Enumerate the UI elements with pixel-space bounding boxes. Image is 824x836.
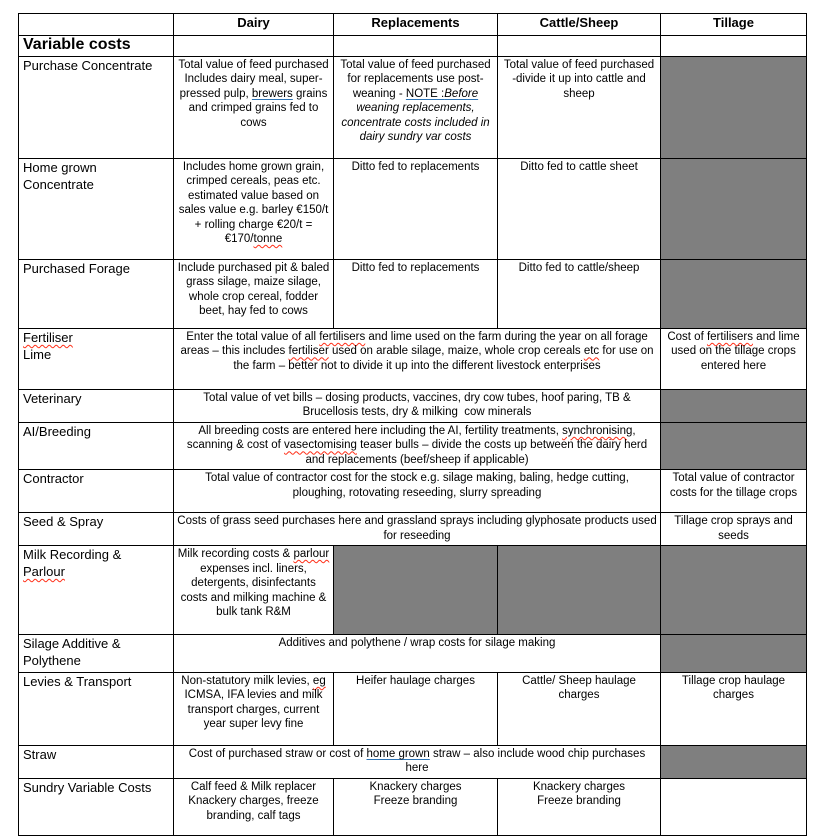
row-label-cell bbox=[19, 389, 174, 422]
text-segment: fertilisers bbox=[706, 330, 753, 343]
header-cell-replacements: Replacements bbox=[334, 14, 498, 36]
description-cell bbox=[174, 546, 334, 635]
text-segment: Total value of contractor cost for the stock e.g. silage making, baling, hedge cutting, ploughing, rotovating reseeding, slurry spreading bbox=[205, 472, 633, 499]
text-segment: Milk recording costs & bbox=[177, 548, 294, 561]
description-cell bbox=[334, 158, 498, 259]
text-segment: Total value of feed purchased -divide it up into cattle and sheep bbox=[503, 58, 658, 100]
section-title-cell bbox=[19, 36, 174, 57]
text-segment: Knackery charges bbox=[532, 780, 626, 793]
not-applicable-gray-cell bbox=[661, 56, 807, 158]
description-cell bbox=[174, 328, 661, 389]
description-cell bbox=[174, 422, 661, 469]
text-segment: Freeze branding bbox=[537, 795, 621, 808]
text-segment: Costs of grass seed purchases here and grassland sprays including glyphosate products used for reseeding bbox=[177, 515, 660, 542]
description-cell bbox=[174, 470, 661, 513]
description-cell bbox=[174, 745, 661, 778]
variable-costs-table bbox=[18, 13, 807, 836]
text-segment: Lime bbox=[23, 346, 52, 362]
description-cell bbox=[661, 672, 807, 745]
text-segment: tonne bbox=[253, 233, 283, 246]
text-segment: NOTE : bbox=[405, 87, 445, 100]
description-cell bbox=[498, 158, 661, 259]
row-label-cell bbox=[19, 470, 174, 513]
text-segment: Knackery charges, freeze branding, calf tags bbox=[188, 795, 322, 822]
row-label-cell bbox=[19, 672, 174, 745]
text-segment: parlour bbox=[293, 548, 330, 561]
table-row-section-variable-costs bbox=[19, 36, 807, 57]
text-segment: Silage Additive & bbox=[23, 636, 121, 652]
header-cell-cattle-sheep: Cattle/Sheep bbox=[498, 14, 661, 36]
text-segment: Freeze branding bbox=[373, 795, 458, 808]
text-segment: Total value of feed purchased for replacements use post-weaning - bbox=[340, 58, 494, 100]
table-row-fertiliser-lime bbox=[19, 328, 807, 389]
not-applicable-gray-cell bbox=[661, 158, 807, 259]
text-segment: eg bbox=[312, 674, 326, 687]
text-segment: , scanning & cost of bbox=[186, 424, 639, 452]
header-cell-tillage: Tillage bbox=[661, 14, 807, 36]
row-label-cell bbox=[19, 778, 174, 835]
description-cell bbox=[174, 672, 334, 745]
text-segment: Seed & Spray bbox=[23, 514, 104, 530]
text-segment: ICMSA, IFA levies and milk transport charges, current year super levy fine bbox=[184, 674, 329, 731]
description-cell bbox=[498, 778, 661, 835]
text-segment: home grown bbox=[366, 747, 430, 760]
text-segment: weaning replacements, concentrate costs included in dairy sundry var costs bbox=[341, 87, 493, 144]
text-segment: Concentrate bbox=[23, 176, 94, 192]
text-segment: and lime used on the tillage crops entered here bbox=[671, 330, 803, 372]
text-segment: teaser bulls – divide the costs up between the dairy herd and replacements (beef/sheep if applicable) bbox=[305, 439, 651, 466]
text-segment: vasectomising bbox=[284, 439, 357, 452]
description-cell bbox=[334, 778, 498, 835]
text-segment: Non-statutory milk levies, bbox=[181, 674, 313, 687]
text-segment: Purchased Forage bbox=[23, 260, 130, 276]
text-segment: Ditto fed to replacements bbox=[351, 261, 480, 274]
text-segment: Parlour bbox=[23, 564, 65, 580]
text-segment: Straw bbox=[23, 746, 57, 762]
text-segment: Fertiliser bbox=[23, 329, 73, 345]
row-label-cell bbox=[19, 56, 174, 158]
description-cell bbox=[174, 56, 334, 158]
description-cell bbox=[498, 672, 661, 745]
not-applicable-gray-cell bbox=[661, 259, 807, 328]
text-segment: etc bbox=[583, 345, 600, 358]
row-label-cell bbox=[19, 745, 174, 778]
description-cell bbox=[174, 389, 661, 422]
header-cell-dairy: Dairy bbox=[174, 14, 334, 36]
description-cell bbox=[174, 158, 334, 259]
text-segment: straw – also include wood chip purchases here bbox=[405, 747, 649, 775]
text-segment: Cost of purchased straw or cost of bbox=[188, 747, 367, 760]
description-cell bbox=[174, 513, 661, 546]
table-row-ai-breeding bbox=[19, 422, 807, 469]
text-segment: Includes home grown grain, crimped cereals, peas etc. estimated value based on sales value e.g. barley €150/t + rolling charge €20/t = €170/ bbox=[178, 160, 332, 246]
text-segment: Before bbox=[444, 87, 479, 100]
text-segment: Veterinary bbox=[23, 390, 82, 406]
description-cell bbox=[174, 259, 334, 328]
text-segment: Variable costs bbox=[23, 36, 131, 53]
text-segment: Ditto fed to cattle sheet bbox=[520, 160, 638, 173]
text-segment: Tillage crop haulage charges bbox=[681, 674, 789, 702]
text-segment: Ditto fed to cattle/sheep bbox=[518, 261, 640, 274]
description-cell bbox=[498, 56, 661, 158]
text-segment: Home grown bbox=[23, 159, 97, 175]
description-cell bbox=[498, 259, 661, 328]
row-label-cell bbox=[19, 513, 174, 546]
text-segment: Contractor bbox=[23, 471, 84, 487]
text-segment: Cost of bbox=[667, 330, 707, 343]
table-row-straw bbox=[19, 745, 807, 778]
row-label-cell bbox=[19, 158, 174, 259]
header-cell-blank bbox=[19, 14, 174, 36]
text-segment: Sundry Variable Costs bbox=[23, 779, 152, 795]
text-segment: Heifer haulage charges bbox=[356, 674, 475, 687]
text-segment: Purchase Concentrate bbox=[23, 57, 153, 73]
table-row-silage-additive-polythene bbox=[19, 635, 807, 673]
text-segment: Enter the total value of all bbox=[186, 330, 320, 343]
not-applicable-gray-cell bbox=[661, 422, 807, 469]
row-label-cell bbox=[19, 546, 174, 635]
text-segment: Calf feed & Milk replacer bbox=[190, 780, 317, 793]
not-applicable-gray-cell bbox=[661, 389, 807, 422]
text-segment: Knackery charges bbox=[369, 780, 462, 793]
table-row-home-grown-concentrate bbox=[19, 158, 807, 259]
description-cell bbox=[174, 635, 661, 673]
table-row-sundry-variable-costs bbox=[19, 778, 807, 835]
text-segment: brewers bbox=[251, 87, 293, 100]
not-applicable-gray-cell bbox=[334, 546, 498, 635]
not-applicable-gray-cell bbox=[498, 546, 661, 635]
row-label-cell bbox=[19, 635, 174, 673]
text-segment: Includes dairy meal, super-pressed pulp, bbox=[179, 73, 323, 100]
description-cell bbox=[334, 259, 498, 328]
text-segment: Cattle/ Sheep haulage charges bbox=[522, 674, 640, 702]
text-segment: used on arable silage, maize, whole crop cereals bbox=[328, 345, 584, 358]
description-cell bbox=[334, 672, 498, 745]
description-cell bbox=[661, 470, 807, 513]
header-row bbox=[19, 14, 807, 36]
description-cell bbox=[661, 778, 807, 835]
row-label-cell bbox=[19, 328, 174, 389]
text-segment: Total value of contractor costs for the tillage crops bbox=[669, 472, 798, 499]
text-segment: fertilisers bbox=[319, 330, 366, 343]
row-label-cell bbox=[19, 422, 174, 469]
text-segment: for use on the farm – better not to divide it up into the different livestock enterprises bbox=[233, 345, 657, 372]
text-segment: Tillage crop sprays and seeds bbox=[674, 515, 796, 542]
description-cell bbox=[334, 56, 498, 158]
table-row-purchased-forage bbox=[19, 259, 807, 328]
text-segment: grains and crimped grains fed to cows bbox=[188, 87, 331, 129]
not-applicable-gray-cell bbox=[661, 546, 807, 635]
table-body bbox=[19, 36, 807, 836]
text-segment: AI/Breeding bbox=[23, 423, 91, 439]
table-row-milk-recording-parlour bbox=[19, 546, 807, 635]
text-segment: Include purchased pit & baled grass silage, maize silage, whole crop cereal, fodder beet, hay fed to cows bbox=[177, 261, 333, 318]
text-segment: Levies & Transport bbox=[23, 673, 132, 689]
text-segment: Total value of vet bills – dosing products, vaccines, dry cow tubes, hoof paring, TB & Brucellosis tests, dry & milking cow minerals bbox=[203, 391, 634, 419]
table-row-levies-transport bbox=[19, 672, 807, 745]
text-segment: and lime used on the farm during the year on all forage areas – this includes bbox=[180, 330, 651, 358]
table-row-purchase-concentrate bbox=[19, 56, 807, 158]
text-segment: Total value of feed purchased bbox=[178, 58, 329, 71]
table-row-contractor bbox=[19, 470, 807, 513]
text-segment: Polythene bbox=[23, 653, 81, 669]
table-row-veterinary bbox=[19, 389, 807, 422]
description-cell bbox=[661, 328, 807, 389]
description-cell bbox=[174, 778, 334, 835]
text-segment: synchronising bbox=[562, 424, 633, 437]
text-segment: Ditto fed to replacements bbox=[351, 160, 480, 173]
text-segment: expenses incl. liners, detergents, disinfectants costs and milking machine & bulk tank R&M bbox=[180, 548, 333, 619]
description-cell bbox=[174, 36, 334, 57]
text-segment: Additives and polythene / wrap costs for silage making bbox=[278, 637, 556, 650]
text-segment: fertiliser bbox=[288, 345, 329, 358]
description-cell bbox=[498, 36, 661, 57]
description-cell bbox=[334, 36, 498, 57]
not-applicable-gray-cell bbox=[661, 635, 807, 673]
text-segment: Milk Recording & bbox=[23, 547, 122, 563]
not-applicable-gray-cell bbox=[661, 745, 807, 778]
table-row-seed-spray bbox=[19, 513, 807, 546]
row-label-cell bbox=[19, 259, 174, 328]
description-cell bbox=[661, 36, 807, 57]
description-cell bbox=[661, 513, 807, 546]
text-segment: All breeding costs are entered here including the AI, fertility treatments, bbox=[198, 424, 563, 437]
